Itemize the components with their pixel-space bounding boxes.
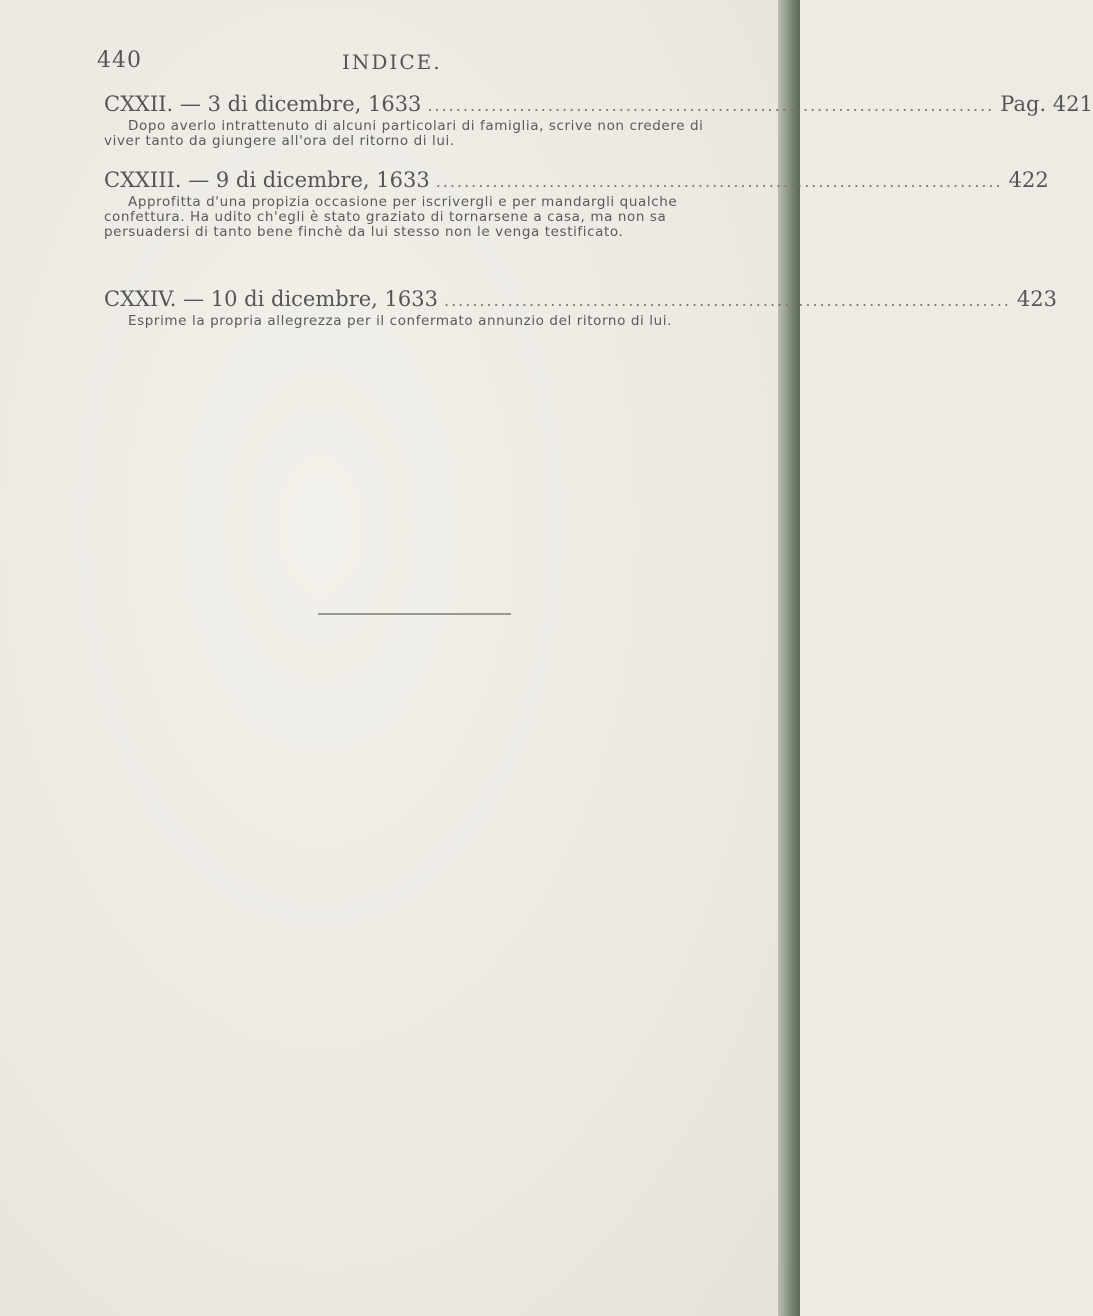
page-reference: 423: [1016, 287, 1057, 311]
leader-dots: ................................................................................: [443, 291, 1011, 310]
page-number: 440: [97, 48, 142, 73]
page-edge: [778, 0, 800, 1316]
entry-title: CXXIII. — 9 di dicembre, 1633: [104, 168, 430, 192]
index-entry: [104, 287, 1057, 329]
entry-summary: Dopo averlo intrattenuto di alcuni particolari di famiglia, scrive non credere di viver tanto da giungere all'ora del ritorno di lui.: [104, 118, 704, 149]
divider-rule: [318, 613, 511, 615]
leader-dots: ................................................................................: [427, 96, 995, 115]
index-entry: [104, 92, 1093, 149]
page-reference: 422: [1008, 168, 1049, 192]
page-header: [0, 44, 800, 84]
page-reference: Pag. 421: [1000, 92, 1093, 116]
entry-summary: Esprime la propria allegrezza per il confermato annunzio del ritorno di lui.: [128, 313, 672, 329]
entry-title: CXXIV. — 10 di dicembre, 1633: [104, 287, 438, 311]
entry-title: CXXII. — 3 di dicembre, 1633: [104, 92, 422, 116]
entry-heading: [104, 92, 1093, 116]
entry-heading: [104, 287, 1057, 311]
entry-heading: [104, 168, 1049, 192]
index-entry: [104, 168, 1049, 240]
running-title: INDICE.: [342, 50, 442, 74]
leader-dots: ................................................................................: [435, 172, 1003, 191]
entry-summary: Approfitta d'una propizia occasione per iscrivergli e per mandargli qualche confettura. Ha udito ch'egli è stato graziato di tornarsene a casa, ma non sa persuadersi di tanto bene finchè da lui stesso non le venga testificato.: [104, 194, 678, 240]
